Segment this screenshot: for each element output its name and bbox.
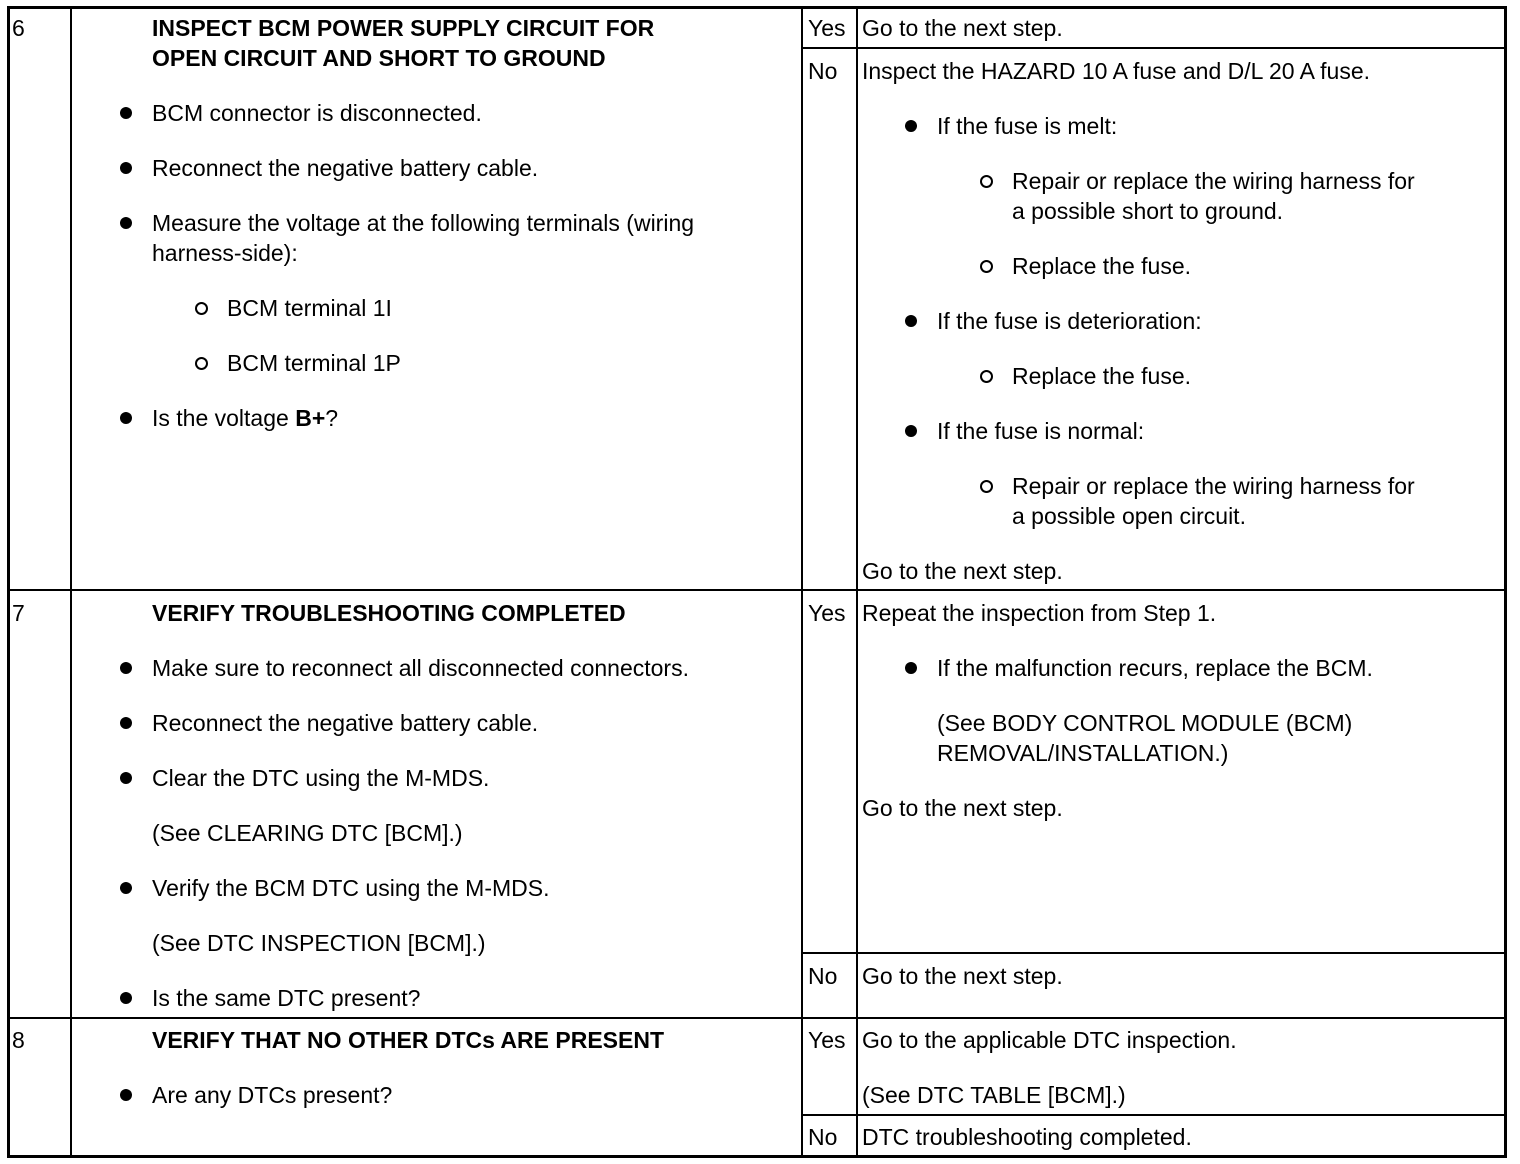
no-result-sub-item-continued: a possible open circuit. — [1012, 503, 1246, 529]
no-result-sub-item: Repair or replace the wiring harness for — [1012, 473, 1415, 499]
step-item: BCM connector is disconnected. — [152, 100, 482, 126]
bullet-icon — [120, 107, 132, 119]
step-number: 6 — [12, 15, 25, 41]
bullet-icon — [120, 1089, 132, 1101]
yes-label: Yes — [808, 600, 846, 626]
yes-result-item: If the malfunction recurs, replace the BCM. — [937, 655, 1373, 681]
sub-bullet-icon — [980, 175, 993, 188]
sub-bullet-icon — [980, 370, 993, 383]
column-divider-answer — [856, 6, 858, 1158]
table-border-left — [7, 6, 10, 1158]
no-result: DTC troubleshooting completed. — [862, 1124, 1192, 1150]
no-label: No — [808, 58, 838, 84]
yes-result: Repeat the inspection from Step 1. — [862, 600, 1217, 626]
bullet-icon — [120, 662, 132, 674]
sub-bullet-icon — [195, 357, 208, 370]
question-mark: ? — [325, 405, 339, 431]
table-border-bottom — [7, 1155, 1507, 1158]
yes-result: Go to the next step. — [862, 15, 1063, 41]
step-item: Verify the BCM DTC using the M-MDS. — [152, 875, 550, 901]
bullet-icon — [120, 412, 132, 424]
bullet-icon — [120, 217, 132, 229]
yes-no-divider-7 — [801, 952, 1507, 954]
bullet-icon — [120, 717, 132, 729]
yes-label: Yes — [808, 1027, 846, 1053]
no-result: Go to the next step. — [862, 963, 1063, 989]
step-item: Make sure to reconnect all disconnected connectors. — [152, 655, 689, 681]
step-item: Clear the DTC using the M-MDS. — [152, 765, 490, 791]
yes-no-divider-6 — [801, 47, 1507, 49]
bullet-icon — [120, 162, 132, 174]
step-reference: (See DTC INSPECTION [BCM].) — [152, 930, 486, 956]
column-divider-step — [70, 6, 72, 1158]
yes-result: Go to the applicable DTC inspection. — [862, 1027, 1237, 1053]
row-divider-7-8 — [7, 1017, 1507, 1019]
step-sub-item: BCM terminal 1I — [227, 295, 392, 321]
step-number: 7 — [12, 600, 25, 626]
column-divider-action — [801, 6, 803, 1158]
step-title-line2: OPEN CIRCUIT AND SHORT TO GROUND — [152, 45, 606, 71]
no-result-sub-item: Replace the fuse. — [1012, 253, 1192, 279]
bullet-icon — [905, 662, 917, 674]
step-question: Is the same DTC present? — [152, 985, 421, 1011]
yes-no-divider-8 — [801, 1114, 1507, 1116]
row-divider-6-7 — [7, 589, 1507, 591]
bullet-icon — [905, 425, 917, 437]
no-result-next: Go to the next step. — [862, 558, 1063, 584]
step-reference: (See CLEARING DTC [BCM].) — [152, 820, 463, 846]
step-item: Reconnect the negative battery cable. — [152, 155, 539, 181]
step-sub-item: BCM terminal 1P — [227, 350, 401, 376]
sub-bullet-icon — [980, 260, 993, 273]
yes-result-reference: (See BODY CONTROL MODULE (BCM) — [937, 710, 1353, 736]
table-border-right — [1504, 6, 1507, 1158]
no-result: Inspect the HAZARD 10 A fuse and D/L 20 A fuse. — [862, 58, 1371, 84]
no-label: No — [808, 1124, 838, 1150]
bullet-icon — [120, 772, 132, 784]
yes-result-reference-continued: REMOVAL/INSTALLATION.) — [937, 740, 1229, 766]
yes-label: Yes — [808, 15, 846, 41]
question-text: Is the voltage — [152, 405, 296, 431]
bullet-icon — [120, 882, 132, 894]
step-number: 8 — [12, 1027, 25, 1053]
step-title-line1: INSPECT BCM POWER SUPPLY CIRCUIT FOR — [152, 15, 655, 41]
step-item-continued: harness-side): — [152, 240, 298, 266]
bullet-icon — [120, 992, 132, 1004]
step-question — [152, 403, 338, 433]
step-title: VERIFY THAT NO OTHER DTCs ARE PRESENT — [152, 1027, 665, 1053]
no-result-item: If the fuse is melt: — [937, 113, 1118, 139]
no-result-item: If the fuse is deterioration: — [937, 308, 1202, 334]
no-result-sub-item: Replace the fuse. — [1012, 363, 1192, 389]
yes-result-reference: (See DTC TABLE [BCM].) — [862, 1082, 1126, 1108]
bullet-icon — [905, 315, 917, 327]
no-result-item: If the fuse is normal: — [937, 418, 1145, 444]
no-label: No — [808, 963, 838, 989]
table-border-top — [7, 6, 1507, 9]
yes-result-next: Go to the next step. — [862, 795, 1063, 821]
step-item: Measure the voltage at the following terminals (wiring — [152, 210, 695, 236]
question-value: B+ — [295, 405, 326, 431]
sub-bullet-icon — [195, 302, 208, 315]
step-item: Reconnect the negative battery cable. — [152, 710, 539, 736]
no-result-sub-item-continued: a possible short to ground. — [1012, 198, 1284, 224]
step-question: Are any DTCs present? — [152, 1082, 393, 1108]
step-title: VERIFY TROUBLESHOOTING COMPLETED — [152, 600, 626, 626]
no-result-sub-item: Repair or replace the wiring harness for — [1012, 168, 1415, 194]
sub-bullet-icon — [980, 480, 993, 493]
bullet-icon — [905, 120, 917, 132]
